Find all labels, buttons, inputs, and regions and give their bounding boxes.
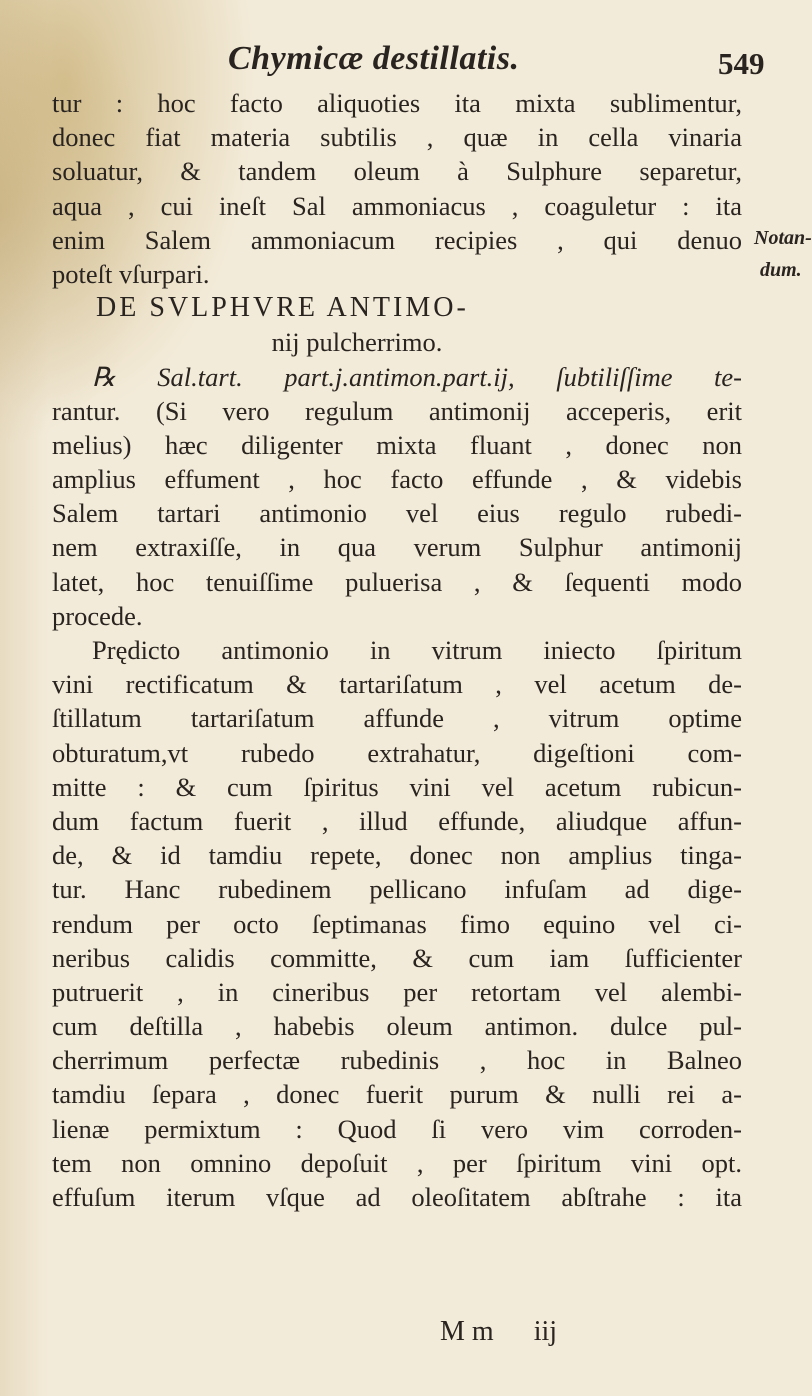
text-line: tamdiu ſepara , donec fuerit purum & nulli rei a-: [52, 1079, 742, 1110]
text-line: dum factum fuerit , illud effunde, aliudque affun-: [52, 805, 742, 836]
text-line: tur : hoc facto aliquoties ita mixta sublimentur,: [52, 88, 742, 118]
text-line: soluatur, & tandem oleum à Sulphure separetur,: [52, 156, 742, 187]
section-heading: DE SVLPHVRE ANTIMO-: [96, 292, 469, 324]
text-line: vini rectificatum & tartariſatum , vel acetum de-: [52, 669, 742, 700]
text-line: amplius effument , hoc facto effunde , & videbis: [52, 464, 742, 495]
text-line: Prędicto antimonio in vitrum iniecto ſpiritum: [92, 635, 742, 665]
signature-letters: M m: [440, 1316, 494, 1347]
section-heading-continued: nij pulcherrimo.: [271, 327, 443, 358]
body-text: [52, 86, 742, 1214]
text-line: de, & id tamdiu repete, donec non amplius tinga-: [52, 840, 742, 871]
text-line: effuſum iterum vſque ad oleoſitatem abſtrahe : ita: [52, 1182, 742, 1212]
marginal-note-line-2: dum.: [760, 259, 802, 281]
recipe-line: ℞ Sal.tart. part.j.antimon.part.ij, ſubtiliſſime te-: [92, 361, 742, 392]
text-line: melius) hæc diligenter mixta fluant , donec non: [52, 429, 742, 460]
marginal-note-line-1: Notan-: [754, 227, 812, 249]
running-title: Chymicæ destillatis.: [228, 40, 520, 77]
text-line: procede.: [52, 600, 143, 631]
text-line: aqua , cui ineſt Sal ammoniacus , coaguletur : ita: [52, 190, 742, 221]
signature-mark: [440, 1316, 597, 1348]
text-line: rendum per octo ſeptimanas fimo equino vel ci-: [52, 908, 742, 939]
text-line: tur. Hanc rubedinem pellicano infuſam ad dige-: [52, 874, 742, 905]
text-line: lienæ permixtum : Quod ſi vero vim corroden-: [52, 1113, 742, 1144]
text-line: enim Salem ammoniacum recipies , qui denuo: [52, 224, 742, 255]
text-line: mitte : & cum ſpiritus vini vel acetum rubicun-: [52, 771, 742, 802]
text-line: donec fiat materia subtilis , quæ in cella vinaria: [52, 122, 742, 153]
page-header: [0, 40, 800, 90]
text-line: poteſt vſurpari.: [52, 258, 210, 289]
text-line: putruerit , in cineribus per retortam vel alembi-: [52, 976, 742, 1007]
text-line: Salem tartari antimonio vel eius regulo rubedi-: [52, 498, 742, 529]
text-line: nem extraxiſſe, in qua verum Sulphur antimonij: [52, 532, 742, 563]
page-number: 549: [718, 46, 765, 81]
text-line: latet, hoc tenuiſſime puluerisa , & ſequenti modo: [52, 566, 742, 597]
text-line: obturatum,vt rubedo extrahatur, digeſtioni com-: [52, 737, 742, 768]
text-line: cum deſtilla , habebis oleum antimon. dulce pul-: [52, 1011, 742, 1042]
text-line: tem non omnino depoſuit , per ſpiritum vini opt.: [52, 1147, 742, 1178]
text-line: ſtillatum tartariſatum affunde , vitrum optime: [52, 703, 742, 734]
text-line: neribus calidis committe, & cum iam ſufficienter: [52, 942, 742, 973]
signature-number: iij: [533, 1316, 558, 1347]
text-line: cherrimum perfectæ rubedinis , hoc in Balneo: [52, 1045, 742, 1076]
text-line: rantur. (Si vero regulum antimonij acceperis, erit: [52, 395, 742, 426]
